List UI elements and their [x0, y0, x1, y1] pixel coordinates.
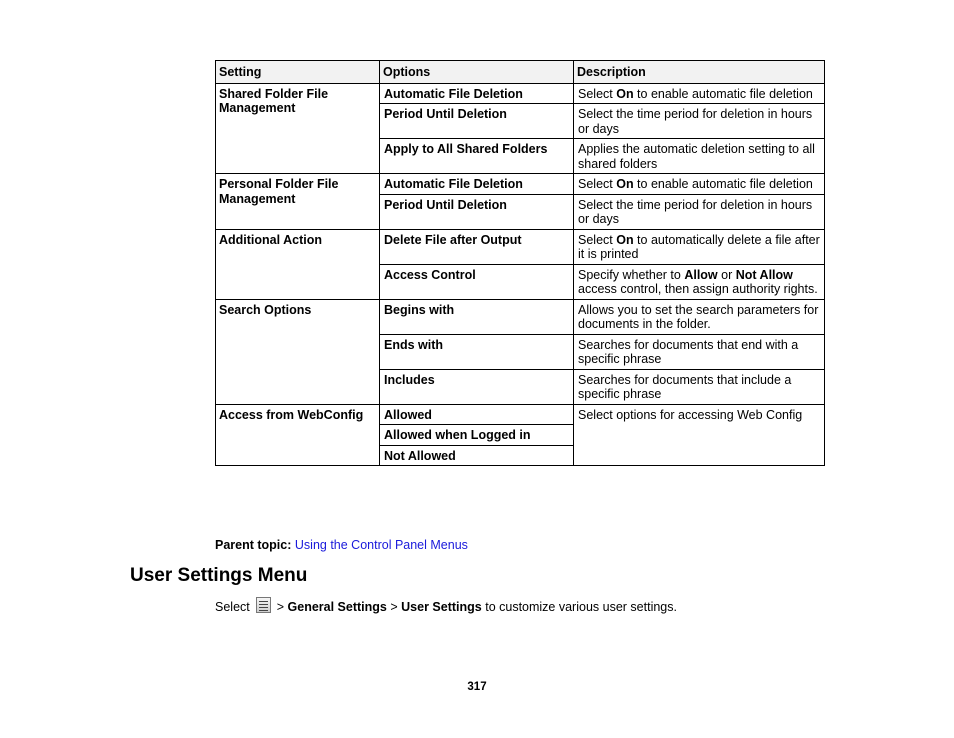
option-cell: Allowed when Logged in [380, 425, 574, 446]
description-cell [574, 369, 825, 404]
header-setting: Setting [216, 61, 380, 84]
option-cell: Ends with [380, 334, 574, 369]
description-cell [574, 264, 825, 299]
option-cell: Includes [380, 369, 574, 404]
option-cell: Delete File after Output [380, 229, 574, 264]
settings-table [215, 60, 825, 466]
description-emphasis: On [616, 232, 634, 247]
description-text: Allows you to set the search parameters for documents in the folder. [578, 302, 819, 331]
table-row [216, 404, 825, 425]
description-cell [574, 104, 825, 139]
description-cell [574, 174, 825, 195]
parent-topic-label: Parent topic: [215, 538, 292, 552]
description-emphasis: Not Allow [735, 267, 793, 282]
setting-cell: Personal Folder File Management [216, 174, 380, 230]
setting-cell: Search Options [216, 299, 380, 404]
description-text: to enable automatic file deletion [633, 86, 813, 101]
menu-step-user-settings: User Settings [401, 600, 482, 614]
parent-topic-link[interactable]: Using the Control Panel Menus [294, 538, 468, 552]
parent-topic [215, 538, 468, 552]
description-text: Select [578, 232, 617, 247]
table-row [216, 229, 825, 264]
instruction-suffix: to customize various user settings. [485, 600, 677, 614]
option-cell: Access Control [380, 264, 574, 299]
option-cell: Automatic File Deletion [380, 83, 574, 104]
description-emphasis: Allow [684, 267, 718, 282]
option-cell: Period Until Deletion [380, 104, 574, 139]
option-cell: Automatic File Deletion [380, 174, 574, 195]
description-text: or [717, 267, 736, 282]
description-cell [574, 334, 825, 369]
description-emphasis: On [616, 177, 634, 191]
setting-cell: Access from WebConfig [216, 404, 380, 466]
description-text: Specify whether to [578, 267, 685, 282]
description-cell [574, 139, 825, 174]
header-options: Options [380, 61, 574, 84]
description-text: Searches for documents that include a specific phrase [578, 372, 792, 401]
option-cell: Period Until Deletion [380, 194, 574, 229]
description-cell [574, 83, 825, 104]
option-cell: Begins with [380, 299, 574, 334]
separator: > [390, 600, 398, 614]
description-text: to enable automatic file deletion [633, 177, 813, 191]
description-cell [574, 299, 825, 334]
option-cell: Allowed [380, 404, 574, 425]
option-cell: Apply to All Shared Folders [380, 139, 574, 174]
description-text: Select [578, 86, 617, 101]
table-row [216, 83, 825, 104]
setting-cell: Additional Action [216, 229, 380, 299]
settings-menu-icon [256, 597, 271, 613]
description-text: Select [578, 177, 617, 191]
description-text: Select the time period for deletion in hours or days [578, 107, 813, 136]
page-number: 317 [467, 681, 487, 693]
table-body [216, 83, 825, 466]
setting-cell: Shared Folder File Management [216, 83, 380, 174]
description-text: Applies the automatic deletion setting to all shared folders [578, 142, 815, 171]
table-row [216, 299, 825, 334]
instruction-line [215, 597, 677, 617]
table-header-row [216, 61, 825, 84]
description-text: Select the time period for deletion in hours or days [578, 197, 813, 226]
section-title: User Settings Menu [130, 565, 308, 586]
instruction-prefix: Select [215, 600, 250, 614]
table-row [216, 174, 825, 195]
description-cell [574, 194, 825, 229]
description-emphasis: On [616, 86, 634, 101]
description-cell [574, 229, 825, 264]
separator: > [276, 600, 285, 614]
description-cell: Select options for accessing Web Config [574, 404, 825, 466]
option-cell: Not Allowed [380, 445, 574, 466]
header-description: Description [574, 61, 825, 84]
description-text: to automatically delete a file after it is printed [578, 232, 820, 261]
description-text: Searches for documents that end with a specific phrase [578, 337, 799, 366]
menu-step-general-settings: General Settings [287, 600, 387, 614]
description-text: access control, then assign authority rights. [578, 282, 818, 296]
